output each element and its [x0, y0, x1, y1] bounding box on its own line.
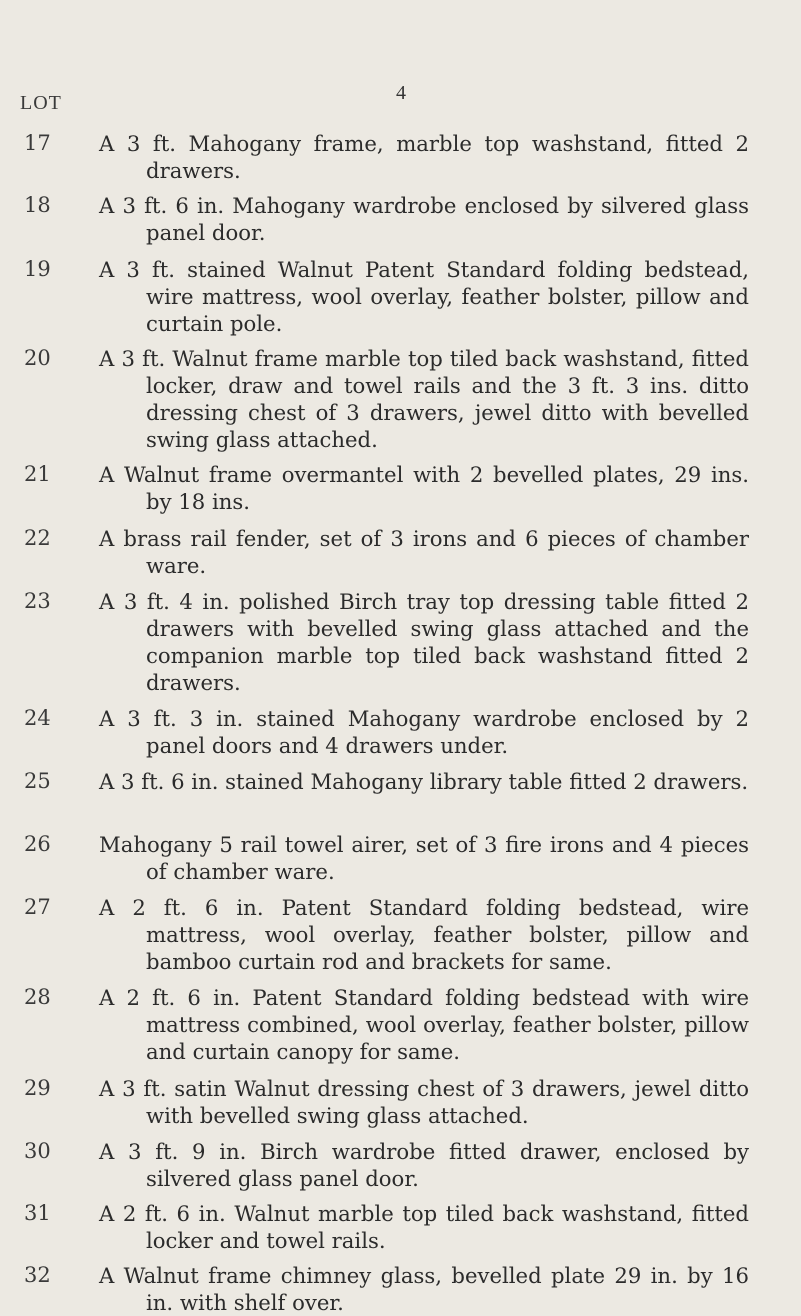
lot-description: A 3 ft. Walnut frame marble top tiled back washstand, fitted locker, draw and towel rails and the 3 ft. 3 ins. ditto dressing chest of 3 drawers, jewel ditto with bevelled swing glass attached. [99, 346, 749, 452]
lot-number: 23 [24, 589, 51, 613]
lot-number: 28 [24, 985, 51, 1009]
lot-description: A 2 ft. 6 in. Patent Standard folding bedstead with wire mattress combined, wool overlay, feather bolster, pillow and curtain canopy for same. [99, 985, 749, 1064]
lot-description: A 3 ft. stained Walnut Patent Standard folding bedstead, wire mattress, wool overlay, feather bolster, pillow and curtain pole. [99, 257, 749, 336]
page-number: 4 [396, 82, 406, 104]
lot-number: 26 [24, 832, 51, 856]
lot-description: A 3 ft. 4 in. polished Birch tray top dressing table fitted 2 drawers with bevelled swing glass attached and the companion marble top tiled back washstand fitted 2 drawers. [99, 589, 749, 695]
lot-number: 25 [24, 769, 51, 793]
lot-number: 31 [24, 1201, 51, 1225]
lot-number: 27 [24, 895, 51, 919]
lot-description: A Walnut frame chimney glass, bevelled plate 29 in. by 16 in. with shelf over. [99, 1263, 749, 1315]
lot-description: A 3 ft. satin Walnut dressing chest of 3 drawers, jewel ditto with bevelled swing glass attached. [99, 1076, 749, 1128]
lot-number: 17 [24, 131, 51, 155]
lot-description: A 3 ft. 6 in. stained Mahogany library table fitted 2 drawers. [99, 769, 749, 794]
lot-number: 20 [24, 346, 51, 370]
lot-description: A Walnut frame overmantel with 2 bevelled plates, 29 ins. by 18 ins. [99, 462, 749, 514]
lot-number: 24 [24, 706, 51, 730]
lot-number: 29 [24, 1076, 51, 1100]
lot-description: A 3 ft. Mahogany frame, marble top washstand, fitted 2 drawers. [99, 131, 749, 183]
lot-column-header: LOT [20, 92, 62, 114]
lot-description: A 3 ft. 6 in. Mahogany wardrobe enclosed by silvered glass panel door. [99, 193, 749, 245]
lot-description: A 2 ft. 6 in. Walnut marble top tiled back washstand, fitted locker and towel rails. [99, 1201, 749, 1253]
lot-description: Mahogany 5 rail towel airer, set of 3 fire irons and 4 pieces of chamber ware. [99, 832, 749, 884]
lot-number: 21 [24, 462, 51, 486]
lot-number: 19 [24, 257, 51, 281]
lot-number: 18 [24, 193, 51, 217]
lot-number: 32 [24, 1263, 51, 1287]
lot-description: A 2 ft. 6 in. Patent Standard folding bedstead, wire mattress, wool overlay, feather bolster, pillow and bamboo curtain rod and brackets for same. [99, 895, 749, 974]
lot-description: A 3 ft. 3 in. stained Mahogany wardrobe enclosed by 2 panel doors and 4 drawers under. [99, 706, 749, 758]
lot-number: 22 [24, 526, 51, 550]
lot-description: A brass rail fender, set of 3 irons and 6 pieces of chamber ware. [99, 526, 749, 578]
lot-number: 30 [24, 1139, 51, 1163]
lot-description: A 3 ft. 9 in. Birch wardrobe fitted drawer, enclosed by silvered glass panel door. [99, 1139, 749, 1191]
